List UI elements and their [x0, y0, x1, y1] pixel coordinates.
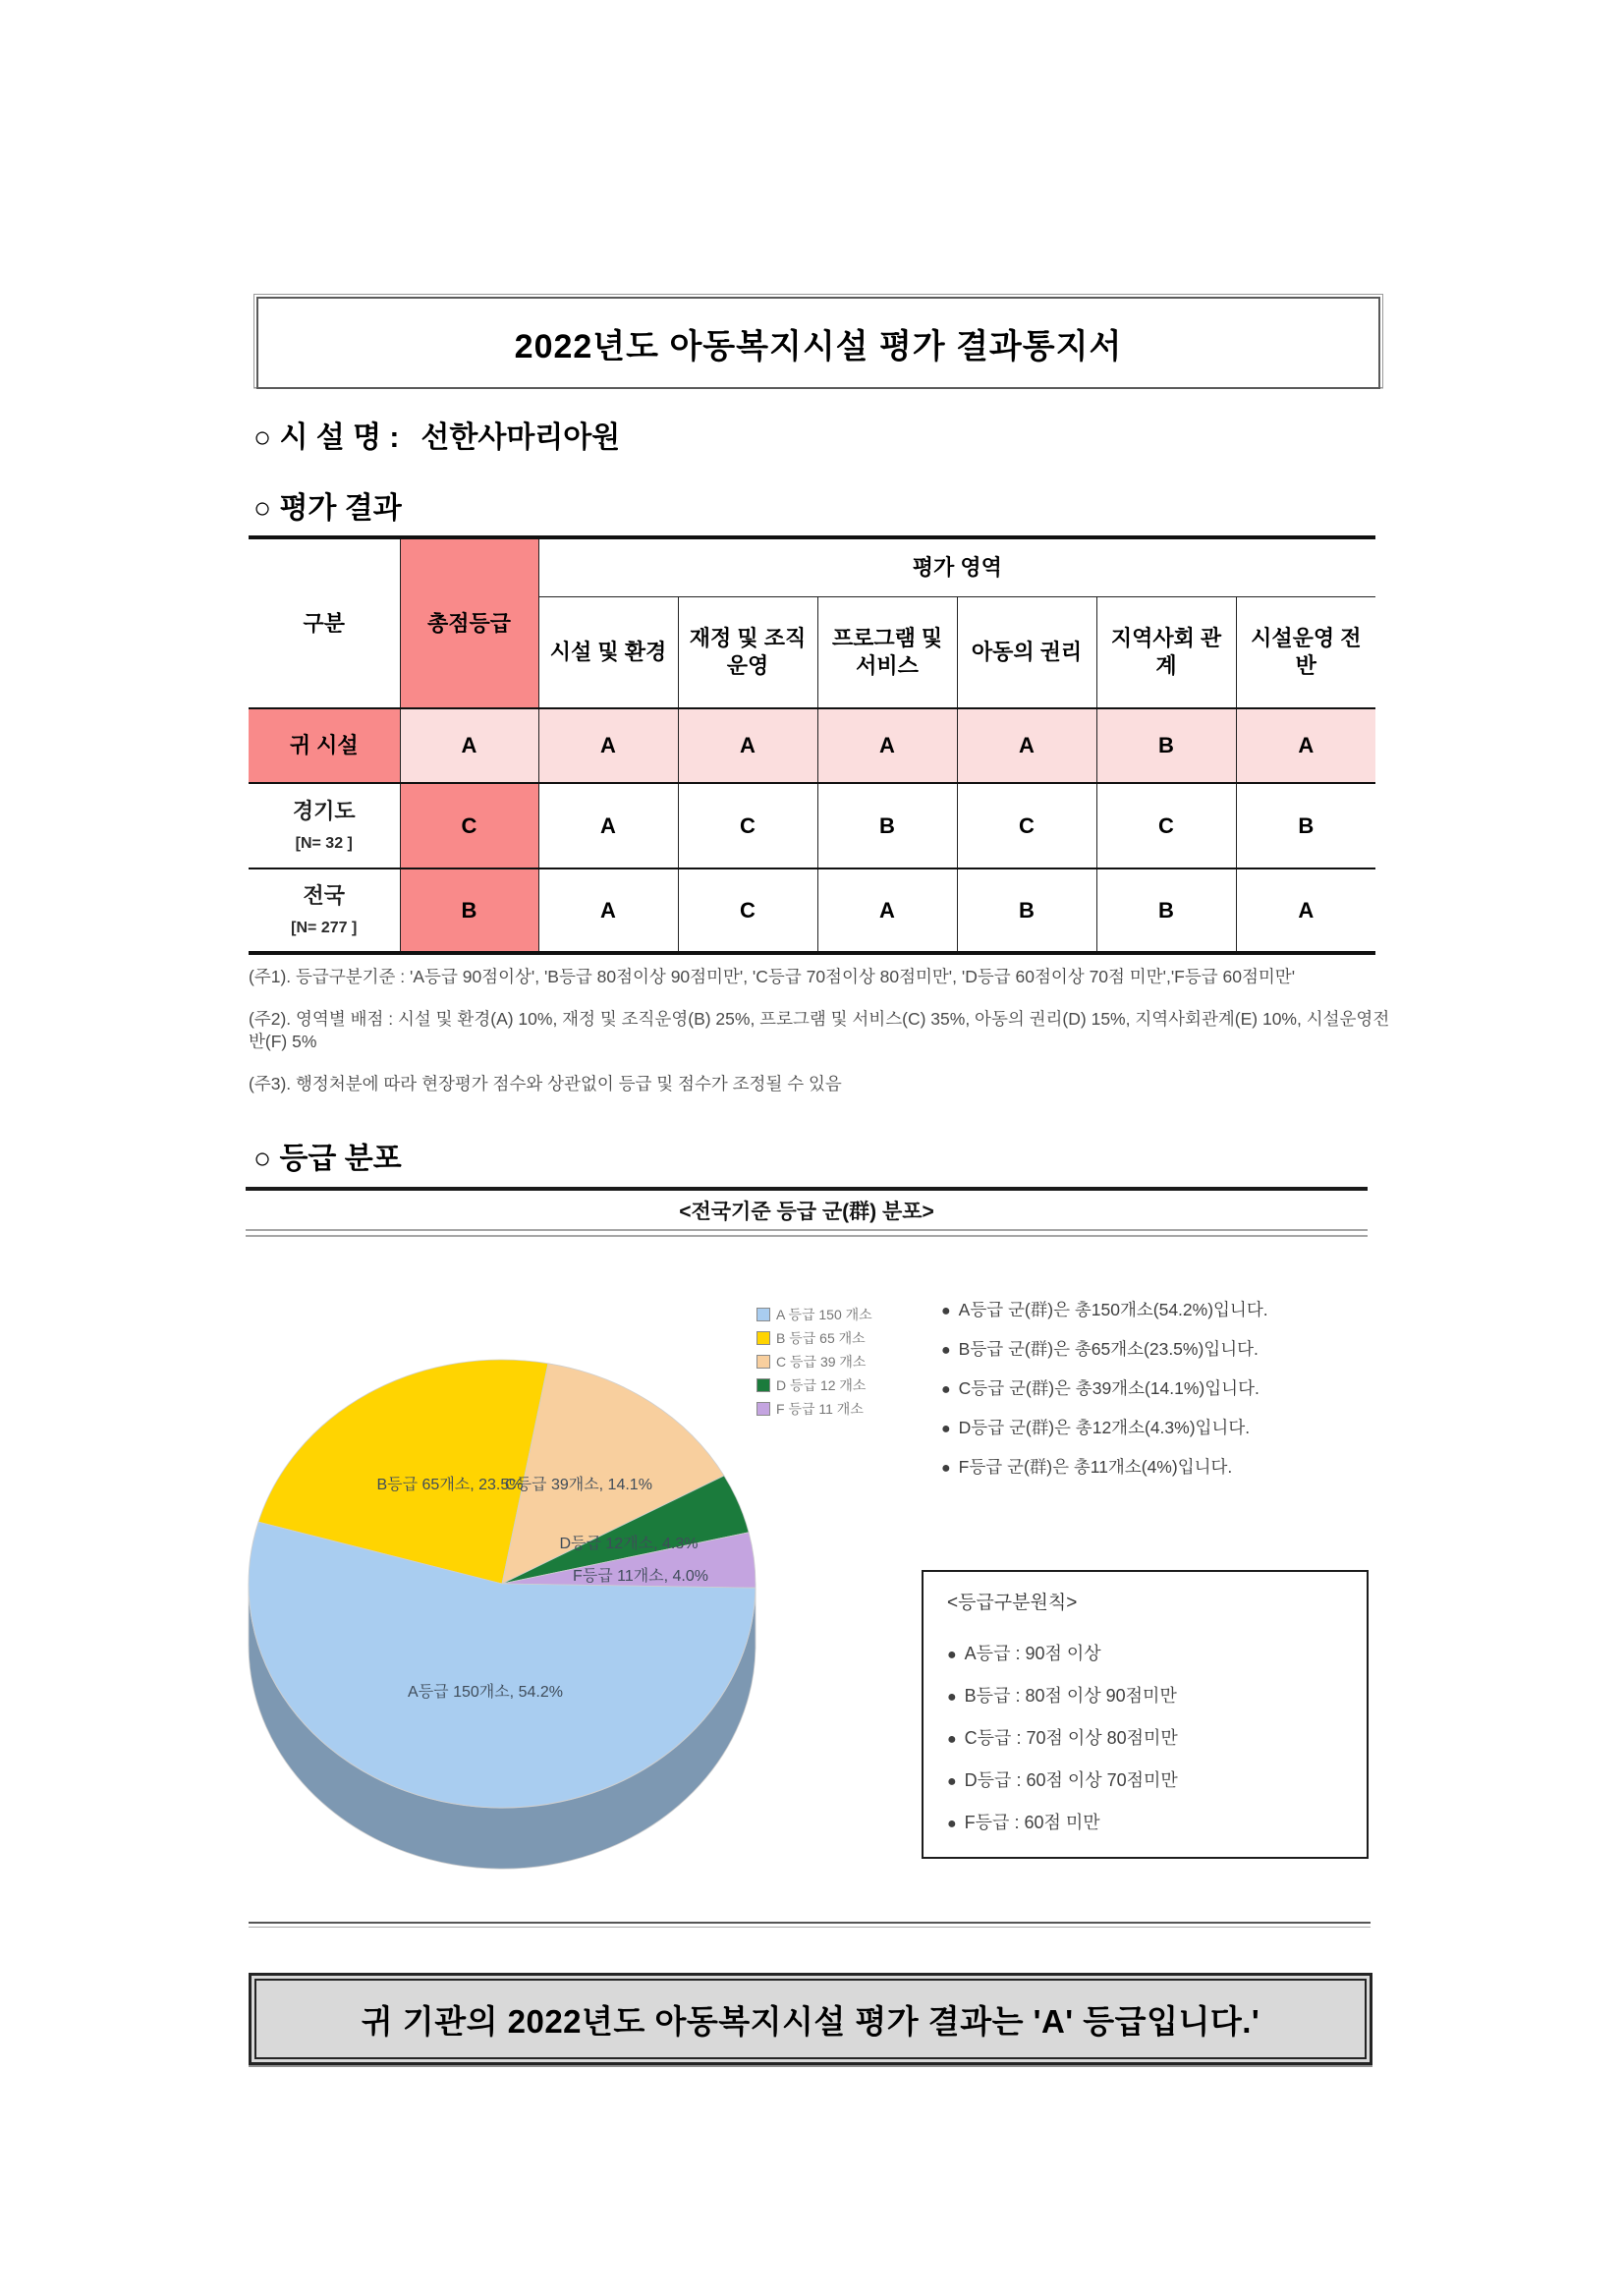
grade-cell: C: [957, 783, 1096, 868]
pie-slice-label: C등급 39개소, 14.1%: [505, 1477, 652, 1493]
grade-cell: B: [1096, 708, 1236, 783]
table-row: [249, 783, 1375, 868]
grade-cell: A: [1236, 708, 1375, 783]
bullet-icon: ●: [941, 1460, 951, 1477]
legend-label: D 등급 12 개소: [776, 1377, 867, 1393]
grade-summary-list: [941, 1299, 1373, 1495]
grade-cell: B: [817, 783, 957, 868]
pie-slice-label: B등급 65개소, 23.5%: [376, 1477, 524, 1493]
evaluation-table: [249, 535, 1375, 955]
row-sublabel: [N= 32 ]: [295, 835, 353, 853]
grade-cell: B: [957, 868, 1096, 953]
legend-swatch-icon: [756, 1378, 770, 1392]
chart-subtitle: <전국기준 등급 군(群) 분포>: [679, 1201, 934, 1223]
table-row: [249, 708, 1375, 783]
title-box: [253, 294, 1383, 388]
bullet-icon: ●: [941, 1342, 951, 1359]
legend-swatch-icon: [756, 1331, 770, 1345]
facility-label: ○ 시 설 명 :: [253, 421, 400, 454]
grade-cell: A: [678, 708, 817, 783]
legend-swatch-icon: [756, 1308, 770, 1321]
divider-thick: [246, 1187, 1368, 1191]
bullet-icon: ●: [941, 1303, 951, 1319]
bullet-icon: ●: [947, 1647, 957, 1663]
area-column-header: 지역사회 관계: [1096, 596, 1236, 708]
page-title: 2022년도 아동복지시설 평가 결과통지서: [256, 297, 1380, 389]
area-column-header: 프로그램 및 서비스: [817, 596, 957, 708]
grade-principle-items: [947, 1640, 1343, 1834]
total-grade-cell: C: [400, 783, 538, 868]
pie-slice-label: F등급 11개소, 4.0%: [572, 1568, 709, 1585]
grade-principle-title: <등급구분원칙>: [947, 1593, 1078, 1613]
footnote-line: (주1). 등급구분기준 : 'A등급 90점이상', 'B등급 80점이상 90점미만', 'C등급 70점이상 80점미만', 'D등급 60점이상 70점 미만','F등급 60점미만': [249, 967, 1296, 986]
principle-item: [947, 1640, 1343, 1665]
principle-item-text: D등급 : 60점 이상 70점미만: [964, 1770, 1178, 1790]
footnotes: [249, 966, 1403, 1115]
evaluation-table-container: [249, 535, 1375, 955]
list-item-text: F등급 군(群)은 총11개소(4%)입니다.: [958, 1457, 1233, 1477]
principle-item: [947, 1809, 1343, 1834]
grade-cell: A: [538, 783, 678, 868]
legend-item: [756, 1305, 872, 1324]
divider-above-banner: [249, 1922, 1371, 1928]
legend-swatch-icon: [756, 1355, 770, 1369]
table-row: [249, 868, 1375, 953]
legend-item: [756, 1328, 872, 1348]
result-banner: [249, 1973, 1372, 2065]
bullet-icon: ●: [947, 1816, 957, 1832]
row-sublabel: [N= 277 ]: [291, 920, 358, 937]
grade-cell: A: [1236, 868, 1375, 953]
divider-gray-double: [246, 1229, 1368, 1237]
area-column-header: 재정 및 조직운영: [678, 596, 817, 708]
list-item: [941, 1299, 1373, 1322]
legend-swatch-icon: [756, 1402, 770, 1416]
area-column-header: 시설 및 환경: [538, 596, 678, 708]
row-label: 경기도 [N= 32 ]: [249, 783, 400, 868]
principle-item-text: C등급 : 70점 이상 80점미만: [964, 1728, 1178, 1748]
principle-item: [947, 1682, 1343, 1708]
pie-chart: [236, 1351, 786, 1901]
row-label: 전국 [N= 277 ]: [249, 868, 400, 953]
list-item: [941, 1377, 1373, 1401]
col-header-gubun: 구분: [249, 537, 400, 708]
list-item: [941, 1456, 1373, 1480]
footnote-line: (주2). 영역별 배점 : 시설 및 환경(A) 10%, 재정 및 조직운영(B) 25%, 프로그램 및 서비스(C) 35%, 아동의 권리(D) 15%, 지역사회관계(E) 10%, 시설운영전반(F) 5%: [249, 1009, 1390, 1052]
grade-principle-box: [922, 1570, 1369, 1859]
principle-item: [947, 1724, 1343, 1750]
footnote-line: (주3). 행정처분에 따라 현장평가 점수와 상관없이 등급 및 점수가 조정될 수 있음: [249, 1074, 842, 1094]
grade-cell: B: [1096, 868, 1236, 953]
grade-cell: A: [817, 708, 957, 783]
result-banner-text: 귀 기관의 2022년도 아동복지시설 평가 결과는 'A' 등급입니다.': [254, 1979, 1367, 2059]
facility-heading: [253, 413, 620, 456]
total-grade-cell: B: [400, 868, 538, 953]
list-item: [941, 1338, 1373, 1362]
area-column-header: 아동의 권리: [957, 596, 1096, 708]
grade-cell: A: [817, 868, 957, 953]
col-header-total-grade: 총점등급: [400, 537, 538, 708]
pie-slice-label: A등급 150개소, 54.2%: [408, 1684, 563, 1701]
pie-chart-container: [236, 1351, 786, 1901]
grade-cell: B: [1236, 783, 1375, 868]
pie-slice-label: D등급 12개소, 4.3%: [559, 1536, 699, 1552]
dist-section-heading: ○ 등급 분포: [253, 1143, 402, 1175]
bullet-icon: ●: [941, 1381, 951, 1398]
row-label: 귀 시설: [249, 708, 400, 783]
total-grade-cell: A: [400, 708, 538, 783]
legend-item: [756, 1399, 872, 1419]
list-item-text: D등급 군(群)은 총12개소(4.3%)입니다.: [958, 1418, 1251, 1437]
chart-legend: [756, 1305, 872, 1419]
legend-label: B 등급 65 개소: [776, 1330, 866, 1346]
grade-cell: C: [678, 783, 817, 868]
facility-name: 선한사마리아원: [420, 421, 621, 454]
list-item-text: A등급 군(群)은 총150개소(54.2%)입니다.: [958, 1300, 1268, 1319]
legend-label: A 등급 150 개소: [776, 1307, 872, 1322]
grade-cell: C: [1096, 783, 1236, 868]
principle-item-text: F등급 : 60점 미만: [964, 1813, 1100, 1832]
list-item-text: B등급 군(群)은 총65개소(23.5%)입니다.: [958, 1339, 1259, 1359]
bullet-icon: ●: [947, 1731, 957, 1748]
bullet-icon: ●: [941, 1421, 951, 1437]
area-column-header: 시설운영 전반: [1236, 596, 1375, 708]
principle-item-text: A등급 : 90점 이상: [964, 1644, 1101, 1663]
list-item: [941, 1417, 1373, 1440]
grade-cell: C: [678, 868, 817, 953]
legend-label: F 등급 11 개소: [776, 1401, 864, 1417]
col-header-eval-area: 평가 영역: [538, 537, 1375, 596]
principle-item: [947, 1766, 1343, 1792]
legend-label: C 등급 39 개소: [776, 1354, 867, 1370]
legend-item: [756, 1352, 872, 1372]
eval-section-heading: ○ 평가 결과: [253, 492, 402, 525]
grade-cell: A: [957, 708, 1096, 783]
list-item-text: C등급 군(群)은 총39개소(14.1%)입니다.: [958, 1378, 1260, 1398]
legend-item: [756, 1375, 872, 1395]
bullet-icon: ●: [947, 1773, 957, 1790]
grade-cell: A: [538, 868, 678, 953]
bullet-icon: ●: [947, 1689, 957, 1706]
grade-cell: A: [538, 708, 678, 783]
principle-item-text: B등급 : 80점 이상 90점미만: [964, 1686, 1177, 1706]
